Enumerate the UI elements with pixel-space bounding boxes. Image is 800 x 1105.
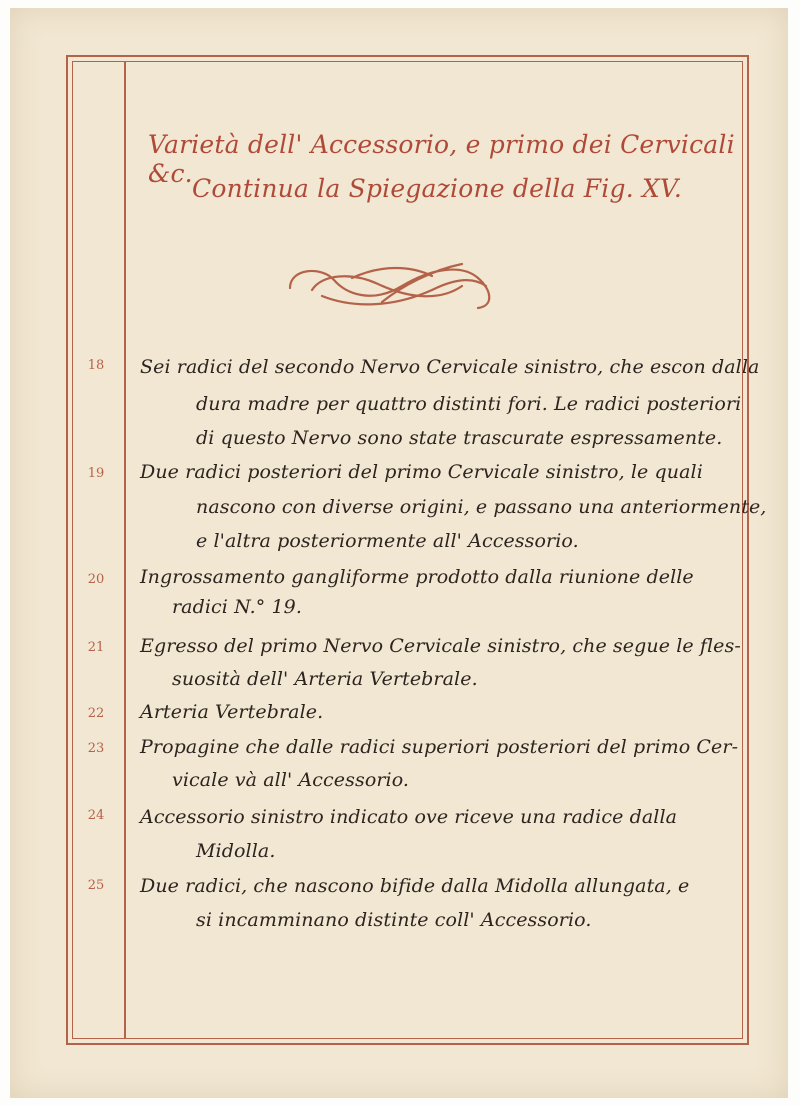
title-line-2: Continua la Spiegazione della Fig. XV. bbox=[192, 174, 683, 203]
margin-rule bbox=[124, 61, 126, 1039]
entry-text-line: radici N.° 19. bbox=[172, 596, 303, 618]
entry-text-line: di questo Nervo sono state trascurate espressamente. bbox=[196, 427, 723, 449]
entry-text-line: Egresso del primo Nervo Cervicale sinistro, che segue le fles- bbox=[140, 635, 741, 657]
entry-text-line: e l'altra posteriormente all' Accessorio. bbox=[196, 530, 579, 552]
entry-number: 21 bbox=[87, 640, 105, 655]
entry-text-line: Accessorio sinistro indicato ove riceve una radice dalla bbox=[140, 806, 678, 828]
entry-text-line: Midolla. bbox=[196, 840, 276, 862]
entry-text-line: vicale và all' Accessorio. bbox=[172, 769, 410, 791]
entry-number: 23 bbox=[87, 741, 105, 756]
title-line-1: Varietà dell' Accessorio, e primo dei Cervicali &c. bbox=[148, 130, 735, 188]
entry-text-line: Propagine che dalle radici superiori posteriori del primo Cer- bbox=[140, 736, 739, 758]
entry-number: 24 bbox=[87, 808, 105, 823]
entry-text-line: si incamminano distinte coll' Accessorio. bbox=[196, 909, 592, 931]
entry-number: 25 bbox=[87, 878, 105, 893]
entry-text-line: nascono con diverse origini, e passano una anteriormente, bbox=[196, 496, 767, 518]
entry-text-line: Due radici posteriori del primo Cervicale sinistro, le quali bbox=[140, 461, 703, 483]
entry-text-line: Due radici, che nascono bifide dalla Midolla allungata, e bbox=[140, 875, 690, 897]
entry-text-line: suosità dell' Arteria Vertebrale. bbox=[172, 668, 478, 690]
entry-number: 22 bbox=[87, 706, 105, 721]
entry-text-line: Ingrossamento gangliforme prodotto dalla riunione delle bbox=[140, 566, 694, 588]
entry-number: 18 bbox=[87, 358, 105, 373]
entry-number: 20 bbox=[87, 572, 105, 587]
entry-text-line: Sei radici del secondo Nervo Cervicale sinistro, che escon dalla bbox=[140, 356, 760, 378]
entry-text-line: Arteria Vertebrale. bbox=[140, 701, 324, 723]
entry-number: 19 bbox=[87, 466, 105, 481]
entry-text-line: dura madre per quattro distinti fori. Le radici posteriori bbox=[196, 393, 742, 415]
ornamental-flourish-icon bbox=[282, 256, 502, 314]
